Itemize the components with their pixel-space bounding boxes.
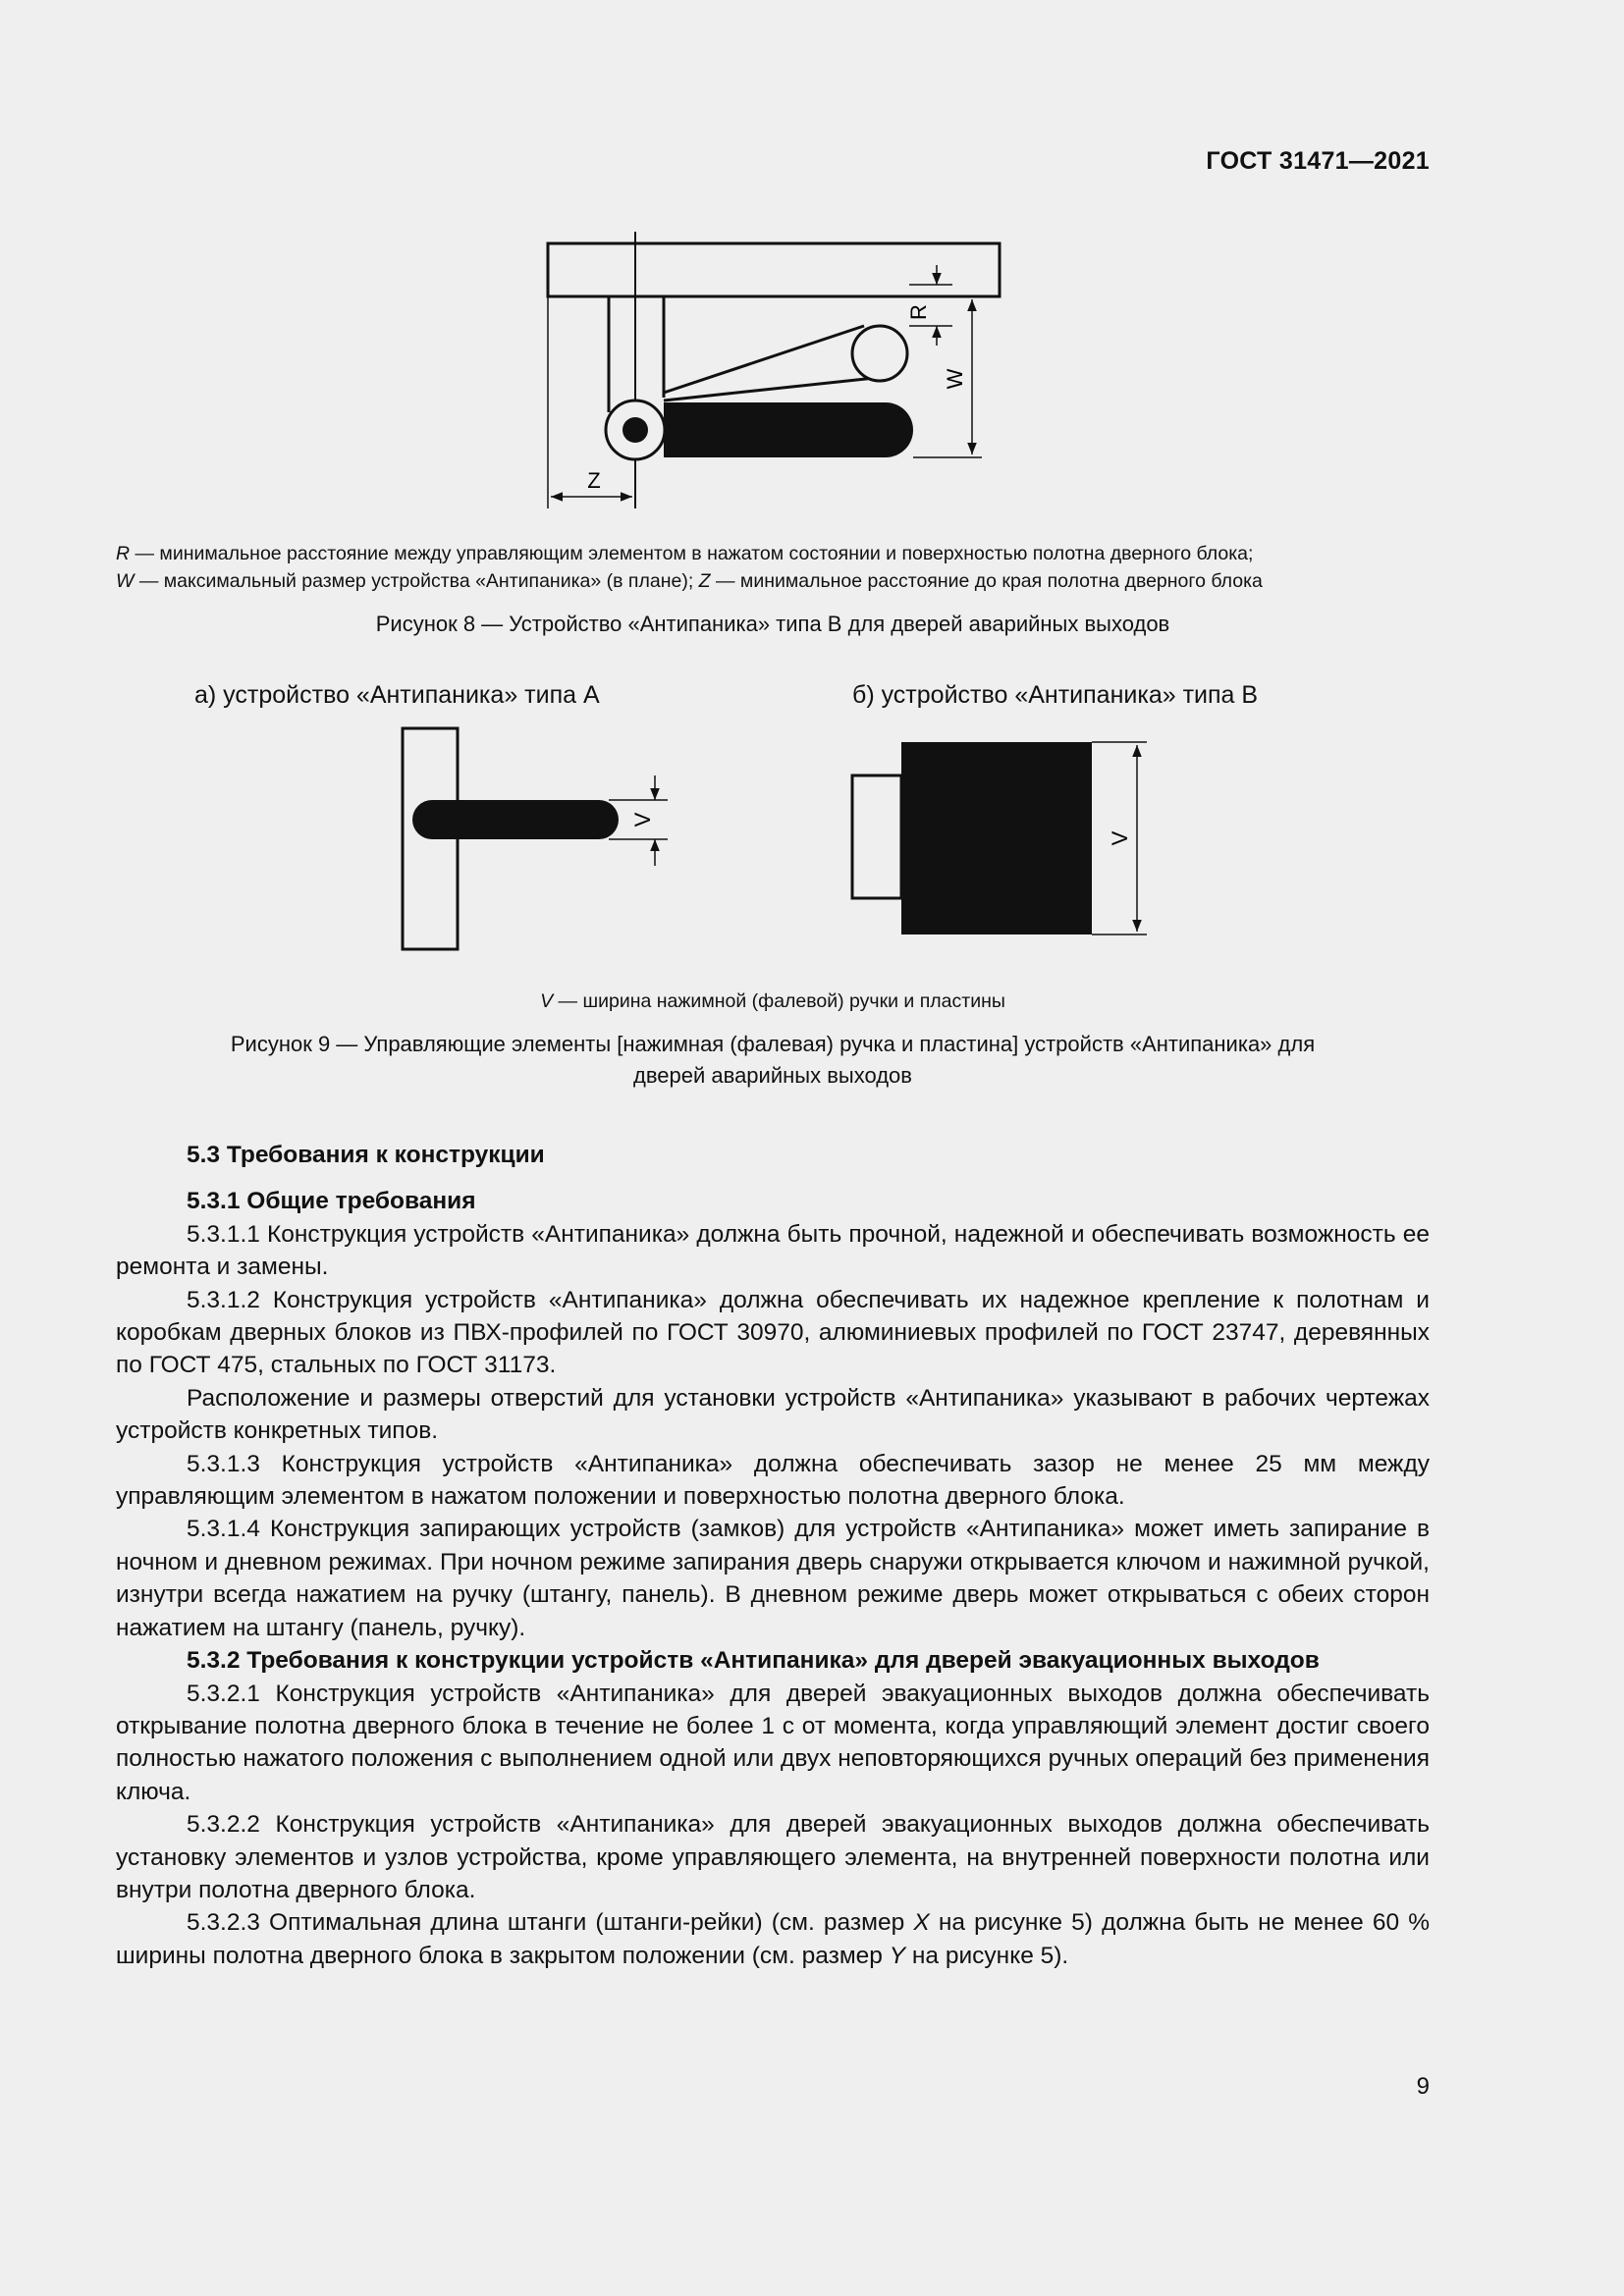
section-5-3-1-heading: 5.3.1 Общие требования [187, 1188, 476, 1215]
legend-symbol-w: W [116, 570, 135, 592]
page-number: 9 [1416, 2073, 1430, 2100]
figure-9b-drawing [842, 731, 1157, 947]
legend-symbol-r: R [116, 543, 131, 564]
figure-8-caption: Рисунок 8 — Устройство «Антипаника» типа В для дверей аварийных выходов [375, 612, 1170, 636]
figure-9-caption-line1: Рисунок 9 — Управляющие элементы [нажимная (фалевая) ручка и пластина] устройств «Антипаника» для [230, 1032, 1316, 1056]
figure-8-drawing [530, 221, 1021, 515]
figure-9a-subtitle: а) устройство «Антипаника» типа А [194, 681, 600, 709]
paragraph-5-3-2-2: 5.3.2.2 Конструкция устройств «Антипаника» для дверей эвакуационных выходов должна обеспечивать установку элементов и узлов устройства, кроме управляющего элемента, на внутренней поверхности полотна или внутри полотна дверного блока. [116, 1811, 1430, 1903]
legend-v-text: — ширина нажимной (фалевой) ручки и пластины [558, 990, 1005, 1012]
label-v-a: V [629, 812, 655, 828]
symbol-x: X [913, 1909, 930, 1937]
legend-r-text: — минимальное расстояние между управляющим элементом в нажатом состоянии и поверхностью полотна дверного блока; [135, 543, 1254, 564]
figure-9-legend [116, 988, 1430, 1015]
paragraph-5-3-1-1: 5.3.1.1 Конструкция устройств «Антипаника» должна быть прочной, надежной и обеспечивать возможность ее ремонта и замены. [116, 1220, 1430, 1281]
figure-9b-subtitle: б) устройство «Антипаника» типа В [852, 681, 1259, 709]
paragraph-5-3-1-3: 5.3.1.3 Конструкция устройств «Антипаника» должна обеспечивать зазор не менее 25 мм между управляющим элементом в нажатом положении и поверхностью полотна дверного блока. [116, 1450, 1430, 1511]
legend-symbol-v: V [540, 990, 554, 1012]
p-5-3-2-3-part-a: 5.3.2.3 Оптимальная длина штанги (штанги-рейки) (см. размер [187, 1909, 905, 1937]
section-5-3-heading: 5.3 Требования к конструкции [187, 1142, 545, 1168]
label-w: W [943, 368, 967, 390]
paragraph-5-3-2-1: 5.3.2.1 Конструкция устройств «Антипаника» для дверей эвакуационных выходов должна обеспечивать открывание полотна дверного блока в течение не более 1 с от момента, когда управляющий элемент достиг своего полностью нажатого положения с выполнением одной или двух неповторяющихся ручных операций без применения ключа. [116, 1680, 1430, 1805]
paragraph-5-3-2-3 [116, 1906, 1430, 1972]
document-id: ГОСТ 31471—2021 [1206, 147, 1430, 175]
legend-z-text: — минимальное расстояние до края полотна дверного блока [716, 570, 1263, 592]
symbol-y: Y [889, 1942, 906, 1969]
label-r: R [906, 304, 931, 320]
paragraph-holes: Расположение и размеры отверстий для установки устройств «Антипаника» указывают в рабочих чертежах устройств конкретных типов. [116, 1384, 1430, 1445]
figure-8-legend [116, 540, 1430, 595]
p-5-3-2-3-part-c: на рисунке 5). [911, 1942, 1069, 1969]
legend-symbol-z: Z [698, 570, 711, 592]
label-v-b: V [1107, 830, 1132, 846]
figure-9a-drawing [388, 717, 682, 957]
body-text [116, 1139, 1430, 1972]
paragraph-5-3-1-2: 5.3.1.2 Конструкция устройств «Антипаника» должна обеспечивать их надежное крепление к полотнам и коробкам дверных блоков из ПВХ-профилей по ГОСТ 30970, алюминиевых профилей по ГОСТ 23747, деревянных по ГОСТ 475, стальных по ГОСТ 31173. [116, 1286, 1430, 1379]
paragraph-5-3-1-4: 5.3.1.4 Конструкция запирающих устройств (замков) для устройств «Антипаника» может иметь запирание в ночном и дневном режимах. При ночном режиме запирания дверь снаружи открывается ключом и нажимной ручкой, изнутри всегда нажатием на ручку (штангу, панель). В дневном режиме дверь может открываться с обеих сторон нажатием на штангу (панель, ручку). [116, 1516, 1430, 1641]
section-5-3-2-heading: 5.3.2 Требования к конструкции устройств «Антипаника» для дверей эвакуационных выходов [187, 1647, 1320, 1675]
label-z: Z [587, 468, 601, 493]
figure-9-caption [116, 1029, 1430, 1092]
legend-w-text: — максимальный размер устройства «Антипаника» (в плане); [138, 570, 694, 592]
figure-9-caption-line2: дверей аварийных выходов [633, 1063, 912, 1088]
p-5-3-2-3-part-b: на рисунке 5) должна быть не менее 60 % ширины полотна дверного блока в закрытом положении (см. размер [116, 1909, 1430, 1969]
